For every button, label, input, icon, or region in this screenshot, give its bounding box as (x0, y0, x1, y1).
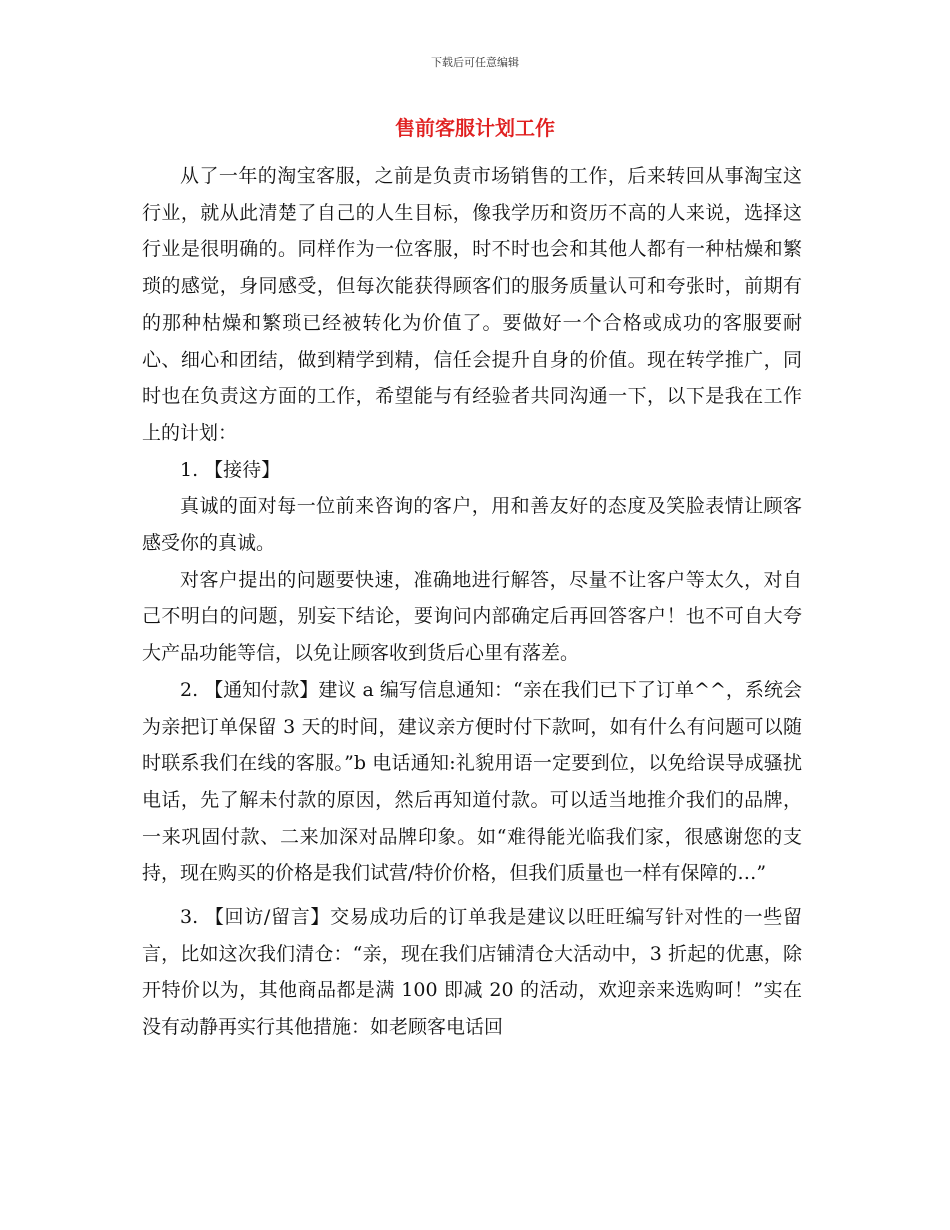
reception-paragraph-1: 真诚的面对每一位前来咨询的客户，用和善友好的态度及笑脸表情让顾客感受你的真诚。 (142, 495, 802, 555)
document-title: 售前客服计划工作 (395, 116, 555, 140)
section-heading-reception: 1. 【接待】 (180, 458, 281, 481)
followup-paragraph: 3. 【回访/留言】交易成功后的订单我是建议以旺旺编写针对性的一些留言，比如这次我们清仓：“亲，现在我们店铺清仓大活动中，3 折起的优惠，除开特价以为，其他商品都是满 100 即减 20 的活动，欢迎亲来选购呵！”实在没有动静再实行其他措施：如老顾客电话回 (142, 906, 802, 1039)
payment-notice-paragraph: 2. 【通知付款】建议 a 编写信息通知：“亲在我们已下了订单^^，系统会为亲把订单保留 3 天的时间，建议亲方便时付下款呵，如有什么有问题可以随时联系我们在线的客服。”b 电话通知:礼貌用语一定要到位，以免给误导成骚扰电话，先了解未付款的原因，然后再知道付款。可以适当地推介我们的品牌，一来巩固付款、二来加深对品牌印象。如“难得能光临我们家，很感谢您的支持，现在购买的价格是我们试营/特价价格，但我们质量也一样有保障的…” (142, 678, 802, 885)
document-body (142, 158, 802, 1046)
page-header: 下载后可任意编辑 (431, 56, 519, 69)
intro-paragraph: 从了一年的淘宝客服，之前是负责市场销售的工作，后来转回从事淘宝这行业，就从此清楚了自己的人生目标，像我学历和资历不高的人来说，选择这行业是很明确的。同样作为一位客服，时不时也会和其他人都有一种枯燥和繁琐的感觉，身同感受，但每次能获得顾客们的服务质量认可和夸张时，前期有的那种枯燥和繁琐已经被转化为价值了。要做好一个合格或成功的客服要耐心、细心和团结，做到精学到精，信任会提升自身的价值。现在转学推广，同时也在负责这方面的工作，希望能与有经验者共同沟通一下，以下是我在工作上的计划： (142, 165, 802, 444)
reception-paragraph-2: 对客户提出的问题要快速，准确地进行解答，尽量不让客户等太久，对自己不明白的问题，别妄下结论，要询问内部确定后再回答客户！也不可自大夸大产品功能等信，以免让顾客收到货后心里有落差。 (142, 568, 802, 665)
